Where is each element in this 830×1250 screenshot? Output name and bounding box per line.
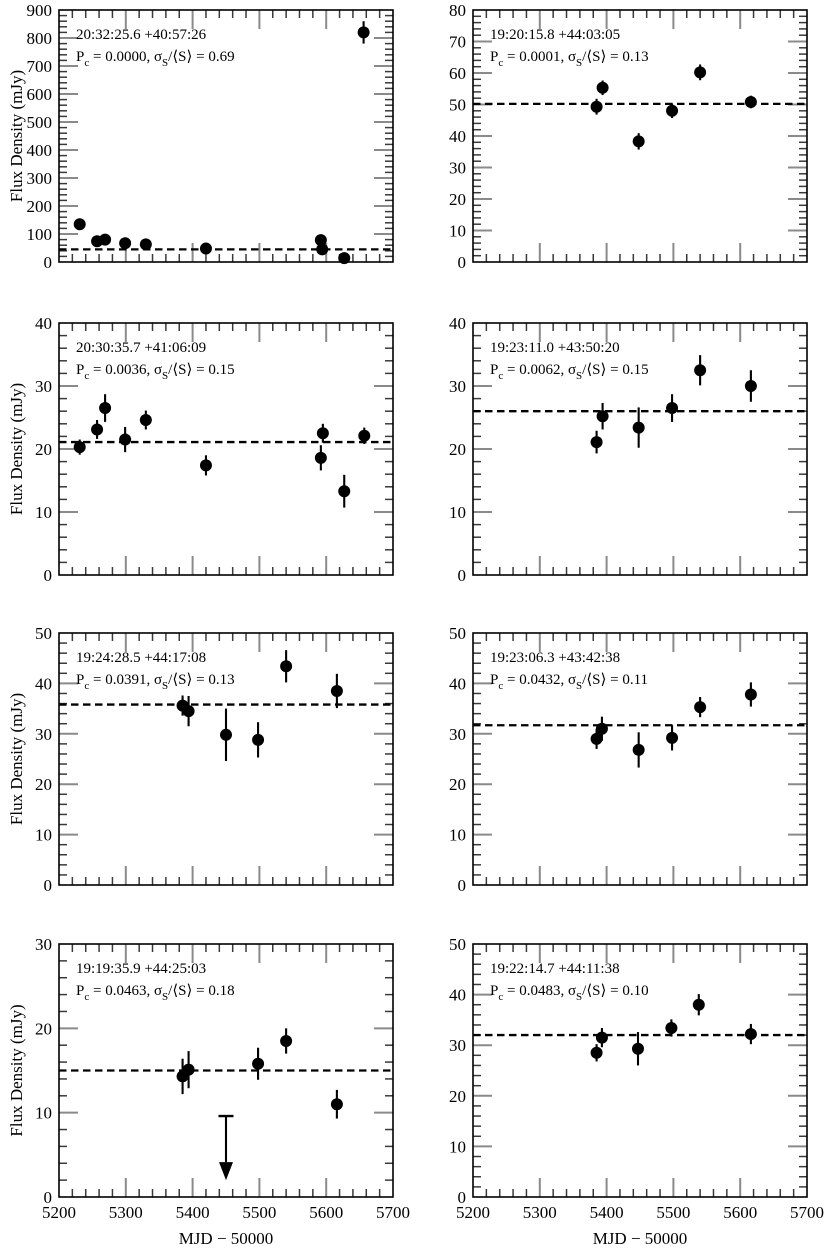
data-point xyxy=(591,436,603,448)
data-point xyxy=(666,402,678,414)
y-tick-label: 10 xyxy=(449,825,466,845)
panel-frame xyxy=(59,323,393,575)
source-coordinates: 20:30:35.7 +41:06:09 xyxy=(76,340,207,356)
data-point xyxy=(280,660,292,672)
y-tick-label: 0 xyxy=(43,253,52,272)
y-tick-label: 40 xyxy=(449,674,466,694)
y-axis-title: Flux Density (mJy) xyxy=(7,692,26,826)
data-point xyxy=(316,243,328,255)
data-point xyxy=(99,234,111,246)
data-point xyxy=(745,96,757,108)
variability-stats: $P_c = 0.0062$, $\sigma_S/⟨S⟩ = 0.15$ xyxy=(490,362,649,382)
data-point xyxy=(694,701,706,713)
y-tick-label: 0 xyxy=(43,876,52,895)
y-tick-label: 30 xyxy=(35,377,52,396)
variability-stats: $P_c = 0.0000$, $\sigma_S/⟨S⟩ = 0.69$ xyxy=(76,49,235,69)
y-tick-label: 10 xyxy=(35,825,52,845)
y-tick-label: 30 xyxy=(449,158,466,178)
y-tick-label: 20 xyxy=(35,775,52,795)
panel-6 xyxy=(449,624,807,895)
data-point xyxy=(280,1035,292,1047)
x-tick-label: 5200 xyxy=(42,1203,76,1222)
y-tick-label: 20 xyxy=(35,1019,52,1039)
source-coordinates: 19:24:28.5 +44:17:08 xyxy=(76,650,207,666)
y-axis-title: Flux Density (mJy) xyxy=(7,1004,26,1137)
x-tick-label: 5600 xyxy=(723,1203,758,1222)
source-coordinates: 19:19:35.9 +44:25:03 xyxy=(76,961,207,977)
panel-8 xyxy=(449,935,824,1248)
y-tick-label: 0 xyxy=(457,876,466,895)
y-tick-label: 600 xyxy=(26,85,52,104)
y-tick-label: 100 xyxy=(26,225,52,244)
y-tick-label: 80 xyxy=(449,1,466,20)
variability-stats: $P_c = 0.0483$, $\sigma_S/⟨S⟩ = 0.10$ xyxy=(490,983,649,1003)
variability-stats: $P_c = 0.0036$, $\sigma_S/⟨S⟩ = 0.15$ xyxy=(76,362,235,382)
y-tick-label: 10 xyxy=(35,1103,52,1123)
y-tick-label: 20 xyxy=(449,190,466,209)
y-tick-label: 40 xyxy=(449,127,466,146)
source-coordinates: 19:23:06.3 +43:42:38 xyxy=(490,650,621,666)
y-tick-label: 0 xyxy=(457,1188,466,1207)
variability-stats: $P_c = 0.0463$, $\sigma_S/⟨S⟩ = 0.18$ xyxy=(76,983,235,1003)
data-point xyxy=(183,1064,195,1076)
y-tick-label: 0 xyxy=(43,1188,52,1207)
y-tick-label: 30 xyxy=(449,1036,466,1056)
data-point xyxy=(358,26,370,38)
data-point xyxy=(633,135,645,147)
panel-2 xyxy=(449,1,807,272)
data-point xyxy=(694,364,706,376)
y-tick-label: 40 xyxy=(35,674,52,694)
x-tick-label: 5500 xyxy=(242,1203,277,1222)
y-tick-label: 20 xyxy=(449,440,466,459)
data-point xyxy=(597,82,609,94)
data-point xyxy=(200,243,212,255)
panel-frame xyxy=(473,633,807,885)
y-tick-label: 800 xyxy=(26,29,52,48)
x-axis-title: MJD − 50000 xyxy=(178,1229,274,1248)
panel-frame xyxy=(473,944,807,1197)
panel-4 xyxy=(449,314,807,585)
y-tick-label: 30 xyxy=(449,377,466,396)
y-tick-label: 50 xyxy=(449,935,466,954)
y-tick-label: 60 xyxy=(449,64,466,83)
panel-1 xyxy=(7,1,393,272)
data-point xyxy=(317,427,329,439)
data-point xyxy=(331,685,343,697)
y-tick-label: 40 xyxy=(449,314,466,333)
x-tick-label: 5300 xyxy=(108,1203,143,1222)
panel-frame xyxy=(473,323,807,575)
data-point xyxy=(140,414,152,426)
upper-limit-arrow xyxy=(219,1116,234,1180)
x-tick-label: 5400 xyxy=(589,1203,624,1222)
y-tick-label: 50 xyxy=(35,624,52,643)
data-point xyxy=(665,1022,677,1034)
variability-stats: $P_c = 0.0001$, $\sigma_S/⟨S⟩ = 0.13$ xyxy=(490,49,649,69)
y-tick-label: 500 xyxy=(26,113,52,132)
y-axis-title: Flux Density (mJy) xyxy=(7,69,26,203)
y-tick-label: 30 xyxy=(35,724,52,744)
y-tick-label: 40 xyxy=(35,314,52,333)
data-point xyxy=(666,732,678,744)
data-point xyxy=(632,1043,644,1055)
data-point xyxy=(99,402,111,414)
data-point xyxy=(220,729,232,741)
y-tick-label: 10 xyxy=(35,503,52,522)
data-point xyxy=(633,422,645,434)
data-point xyxy=(74,218,86,230)
data-point xyxy=(745,688,757,700)
x-tick-label: 5400 xyxy=(175,1203,210,1222)
y-tick-label: 0 xyxy=(457,566,466,585)
variability-stats: $P_c = 0.0432$, $\sigma_S/⟨S⟩ = 0.11$ xyxy=(490,672,649,692)
data-point xyxy=(252,734,264,746)
data-point xyxy=(693,999,705,1011)
source-coordinates: 19:20:15.8 +44:03:05 xyxy=(490,27,621,43)
y-tick-label: 200 xyxy=(26,197,52,216)
data-point xyxy=(200,459,212,471)
panel-frame xyxy=(59,10,393,262)
data-point xyxy=(633,744,645,756)
x-tick-label: 5700 xyxy=(790,1203,824,1222)
source-coordinates: 19:22:14.7 +44:11:38 xyxy=(490,961,620,977)
data-point xyxy=(331,1098,343,1110)
data-point xyxy=(591,1047,603,1059)
y-tick-label: 300 xyxy=(26,169,52,188)
data-point xyxy=(597,410,609,422)
y-tick-label: 30 xyxy=(449,724,466,744)
x-tick-label: 5300 xyxy=(522,1203,557,1222)
panel-5 xyxy=(7,624,393,895)
y-tick-label: 900 xyxy=(26,1,52,20)
y-tick-label: 40 xyxy=(449,985,466,1005)
x-tick-label: 5700 xyxy=(376,1203,410,1222)
source-coordinates: 19:23:11.0 +43:50:20 xyxy=(490,340,620,356)
y-tick-label: 400 xyxy=(26,141,52,160)
y-tick-label: 700 xyxy=(26,57,52,76)
y-tick-label: 20 xyxy=(35,440,52,459)
data-point xyxy=(694,66,706,78)
variability-stats: $P_c = 0.0391$, $\sigma_S/⟨S⟩ = 0.13$ xyxy=(76,672,235,692)
y-tick-label: 0 xyxy=(457,253,466,272)
x-axis-title: MJD − 50000 xyxy=(592,1229,688,1248)
source-coordinates: 20:32:25.6 +40:57:26 xyxy=(76,27,207,43)
y-tick-label: 0 xyxy=(43,566,52,585)
y-tick-label: 20 xyxy=(449,775,466,795)
y-tick-label: 10 xyxy=(449,1137,466,1157)
data-point xyxy=(119,237,131,249)
y-tick-label: 50 xyxy=(449,95,466,115)
data-point xyxy=(338,485,350,497)
data-point xyxy=(591,101,603,113)
panel-7 xyxy=(7,935,410,1248)
data-point xyxy=(74,441,86,453)
panel-3 xyxy=(7,314,393,585)
data-point xyxy=(666,105,678,117)
data-point xyxy=(745,1028,757,1040)
data-point xyxy=(745,380,757,392)
x-tick-label: 5600 xyxy=(309,1203,344,1222)
y-tick-label: 10 xyxy=(449,503,466,522)
data-point xyxy=(596,723,608,735)
data-point xyxy=(119,434,131,446)
y-tick-label: 20 xyxy=(449,1086,466,1106)
y-tick-label: 70 xyxy=(449,32,466,52)
data-point xyxy=(91,423,103,435)
data-point xyxy=(315,452,327,464)
data-point xyxy=(252,1058,264,1070)
y-tick-label: 10 xyxy=(449,221,466,241)
data-point xyxy=(183,705,195,717)
data-point xyxy=(140,238,152,250)
x-tick-label: 5200 xyxy=(456,1203,490,1222)
y-tick-label: 30 xyxy=(35,935,52,954)
y-axis-title: Flux Density (mJy) xyxy=(7,382,26,516)
data-point xyxy=(596,1032,608,1044)
data-point xyxy=(358,430,370,442)
y-tick-label: 50 xyxy=(449,624,466,643)
x-tick-label: 5500 xyxy=(656,1203,691,1222)
